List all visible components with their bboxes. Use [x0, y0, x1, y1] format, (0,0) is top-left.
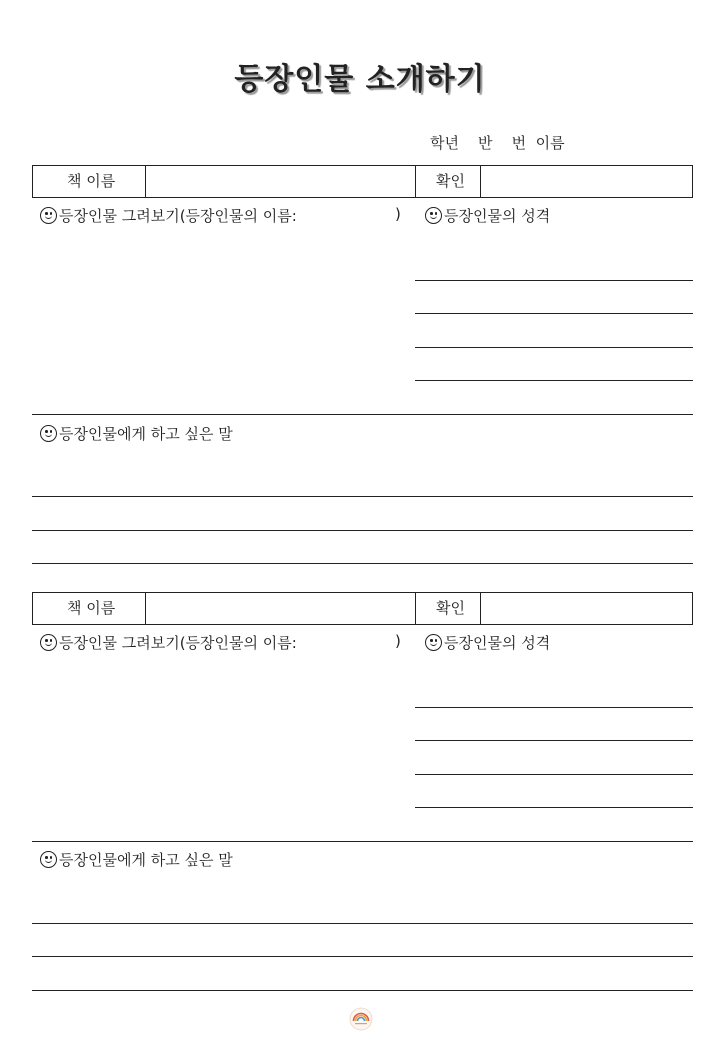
- personality-text: 등장인물의 성격: [444, 207, 551, 225]
- book-row-2: [32, 592, 693, 625]
- book-name-label: 책 이름: [67, 172, 116, 190]
- book-name-field[interactable]: [151, 166, 411, 197]
- section-divider: [32, 841, 693, 842]
- draw-character-text: 등장인물 그려보기(등장인물의 이름:: [59, 634, 297, 652]
- personality-writing-line[interactable]: [415, 774, 693, 775]
- personality-label: [425, 632, 550, 653]
- personality-text: 등장인물의 성격: [444, 634, 551, 652]
- message-writing-line[interactable]: [32, 563, 693, 564]
- student-info-line: 학년 반 번 이름: [430, 134, 565, 152]
- personality-writing-line[interactable]: [415, 313, 693, 314]
- smiley-icon: [425, 634, 442, 651]
- smiley-icon: [425, 207, 442, 224]
- personality-writing-line[interactable]: [415, 380, 693, 381]
- personality-writing-line[interactable]: [415, 347, 693, 348]
- draw-character-label: [40, 632, 297, 653]
- divider: [480, 593, 481, 624]
- divider: [415, 593, 416, 624]
- personality-writing-line[interactable]: [415, 740, 693, 741]
- draw-character-text: 등장인물 그려보기(등장인물의 이름:: [59, 207, 297, 225]
- section-divider: [32, 414, 693, 415]
- check-field[interactable]: [486, 593, 686, 624]
- smiley-icon: [40, 425, 57, 442]
- check-label: 확인: [436, 599, 465, 617]
- check-field[interactable]: [486, 166, 686, 197]
- message-writing-line[interactable]: [32, 530, 693, 531]
- rainbow-logo-icon: [349, 1007, 373, 1031]
- personality-label: [425, 205, 550, 226]
- book-name-label: 책 이름: [67, 599, 116, 617]
- smiley-icon: [40, 634, 57, 651]
- smiley-icon: [40, 207, 57, 224]
- personality-writing-line[interactable]: [415, 280, 693, 281]
- personality-writing-line[interactable]: [415, 807, 693, 808]
- divider: [415, 166, 416, 197]
- smiley-icon: [40, 851, 57, 868]
- book-name-field[interactable]: [151, 593, 411, 624]
- message-writing-line[interactable]: [32, 496, 693, 497]
- draw-character-label: [40, 205, 297, 226]
- message-text: 등장인물에게 하고 싶은 말: [59, 425, 233, 443]
- divider: [145, 593, 146, 624]
- divider: [480, 166, 481, 197]
- divider: [145, 166, 146, 197]
- name-close-paren: ): [395, 205, 401, 223]
- message-writing-line[interactable]: [32, 990, 693, 991]
- message-writing-line[interactable]: [32, 956, 693, 957]
- book-row-1: [32, 165, 693, 198]
- message-label: [40, 423, 233, 444]
- page-title: 등장인물 소개하기: [234, 62, 486, 97]
- message-writing-line[interactable]: [32, 923, 693, 924]
- message-label: [40, 849, 233, 870]
- check-label: 확인: [436, 172, 465, 190]
- personality-writing-line[interactable]: [415, 707, 693, 708]
- message-text: 등장인물에게 하고 싶은 말: [59, 851, 233, 869]
- name-close-paren: ): [395, 632, 401, 650]
